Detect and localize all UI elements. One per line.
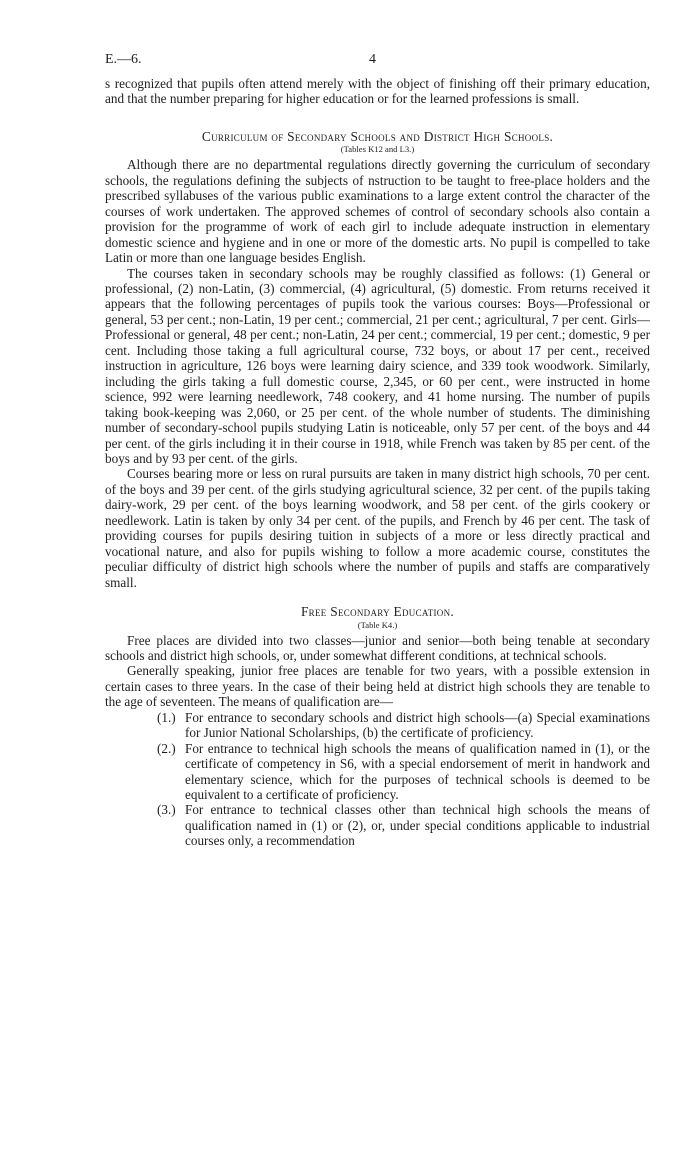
list-item-number: (2.) [157, 740, 176, 756]
paragraph: Courses bearing more or less on rural pursuits are taken in many district high schools, 70 per cent. of the boys and 39 per cent. of the girls studying agricultural science, 32 per cent. of the pupils taking dairy-work, 29 per cent. of the boys learning woodwork, and 58 per cent. of the girls cookery or needlework. Latin is taken by only 34 per cent. of the pupils, and French by 46 per cent. The task of providing courses for pupils desiring tuition in subjects of a more or less directly practical and vocational nature, and also for pupils wishing to follow a more academic course, constitutes the peculiar difficulty of district high schools where the number of pupils and staffs are comparatively small. [105, 466, 650, 590]
list-item [105, 710, 650, 741]
page-number: 4 [369, 52, 376, 67]
list-item-number: (1.) [157, 709, 176, 725]
list-item-text: For entrance to secondary schools and district high schools—(a) Special examinations for Junior National Scholarships, (b) the certificate of proficiency. [185, 709, 650, 741]
section-subtitle-curriculum: (Tables K12 and L3.) [340, 144, 415, 155]
list-item [105, 802, 650, 848]
paragraph: Free places are divided into two classes—junior and senior—both being tenable at secondary schools and district high schools, or, under somewhat different conditions, at technical schools. [105, 632, 650, 663]
document-page [105, 52, 650, 849]
intro-paragraph: s recognized that pupils often attend merely with the object of finishing off their primary education, and that the number preparing for higher education or for the learned professions is small. [105, 76, 650, 107]
paragraph: The courses taken in secondary schools may be roughly classified as follows: (1) General or professional, (2) non-Latin, (3) commercial, (4) agricultural, (5) domestic. From returns received it appears that the following percentages of pupils took the various courses: Boys—Professional or general, 53 per cent.; non-Latin, 19 per cent.; commercial, 21 per cent.; agricultural, 7 per cent. Girls—Professional or general, 48 per cent.; non-Latin, 24 per cent.; commercial, 19 per cent.; domestic, 9 per cent. Including those taking a full agricultural course, 732 boys, or about 17 per cent., received instruction in agriculture, 126 boys were learning dairy science, and 339 took woodwork. Similarly, including the girls taking a full domestic course, 2,345, or 60 per cent., were instructed in home science, 992 were learning needlework, 748 cookery, and 41 home nursing. The number of pupils taking book-keeping was 2,060, or 25 per cent. of the whole number of students. The diminishing number of secondary-school pupils studying Latin is noticeable, only 57 per cent. of the boys and 44 per cent. of the girls including it in their course in 1918, while French was taken by 85 per cent. of the boys and by 93 per cent. of the girls. [105, 265, 650, 466]
list-item-number: (3.) [157, 802, 176, 818]
section-title-curriculum: Curriculum of Secondary Schools and District High Schools. [201, 128, 554, 144]
page-header [105, 52, 650, 74]
paragraph: Although there are no departmental regulations directly governing the curriculum of secondary schools, the regulations defining the subjects of nstruction to be taught to free-place holders and the prescribed syllabuses of the various public examinations to a large extent control the character of the courses of work undertaken. The approved schemes of control of secondary schools also contain a provision for the programme of work of each girl to include adequate instruction in elementary domestic science and hygiene and in one or more of the domestic arts. No pupil is compelled to take Latin or more than one language besides English. [105, 157, 650, 266]
document-reference: E.—6. [105, 52, 142, 67]
paragraph: Generally speaking, junior free places are tenable for two years, with a possible extension in certain cases to three years. In the case of their being held at district high schools they are tenable to the age of seventeen. The means of qualification are— [105, 663, 650, 710]
list-item [105, 741, 650, 803]
section-subtitle-free-education: (Table K4.) [357, 619, 398, 630]
list-item-text: For entrance to technical high schools the means of qualification named in (1), or the certificate of competency in S6, with a special endorsement of merit in handwork and elementary science, which for the purposes of technical schools is deemed to be equivalent to a certificate of proficiency. [185, 740, 650, 803]
list-item-text: For entrance to technical classes other than technical high schools the means of qualification named in (1) or (2), or, under special conditions applicable to industrial courses only, a recommendation [185, 802, 650, 849]
section-title-free-education: Free Secondary Education. [300, 604, 455, 620]
